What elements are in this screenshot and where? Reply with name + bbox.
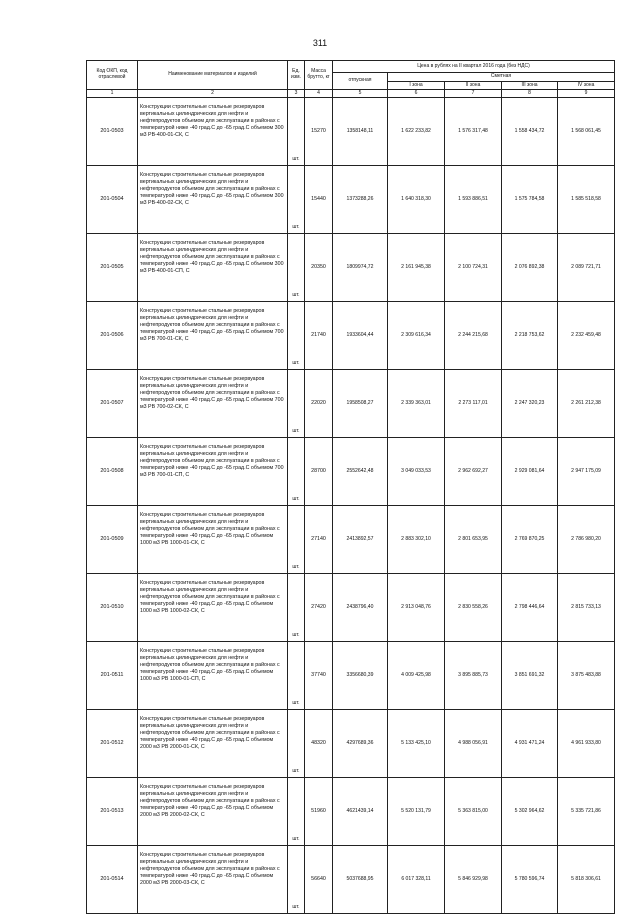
unit-of-measure: шт. [288, 710, 305, 778]
price-zone-4: 5 335 721,86 [558, 778, 615, 846]
release-price: 1958508,27 [333, 370, 388, 438]
unit-of-measure: шт. [288, 302, 305, 370]
price-table [86, 60, 615, 914]
zone-header: III зона [502, 82, 558, 90]
price-zone-1: 1 622 233,82 [388, 98, 445, 166]
gross-mass: 15270 [305, 98, 333, 166]
okp-code: 201-0507 [87, 370, 138, 438]
price-zone-1: 1 640 318,30 [388, 166, 445, 234]
okp-code: 201-0508 [87, 438, 138, 506]
okp-code: 201-0504 [87, 166, 138, 234]
okp-code: 201-0503 [87, 98, 138, 166]
gross-mass: 27140 [305, 506, 333, 574]
gross-mass: 20350 [305, 234, 333, 302]
price-zone-4: 2 786 980,20 [558, 506, 615, 574]
table-row [87, 710, 615, 778]
price-zone-3: 2 929 081,64 [502, 438, 558, 506]
gross-mass: 48320 [305, 710, 333, 778]
price-zone-2: 2 100 724,31 [445, 234, 502, 302]
price-zone-2: 2 273 117,01 [445, 370, 502, 438]
price-zone-4: 5 818 306,61 [558, 846, 615, 914]
code-header: Код ОКП, код отраслевой [87, 61, 138, 90]
gross-mass: 37740 [305, 642, 333, 710]
okp-code: 201-0509 [87, 506, 138, 574]
price-zone-2: 3 895 885,73 [445, 642, 502, 710]
column-number: 9 [558, 90, 615, 98]
material-name: Конструкции строительные стальные резервуаров вертикальных цилиндрических для нефти и нефтепродуктов объемом для эксплуатации в районах с температурой ниже -40 град.С до -65 град.С объемом 2000 м3 РВ 2000-02-СК, С [138, 778, 288, 846]
price-zone-3: 1 558 434,72 [502, 98, 558, 166]
table-row [87, 98, 615, 166]
gross-mass: 51960 [305, 778, 333, 846]
price-zone-2: 2 962 692,27 [445, 438, 502, 506]
column-number: 5 [333, 90, 388, 98]
price-zone-1: 2 913 048,76 [388, 574, 445, 642]
price-zone-1: 5 133 425,10 [388, 710, 445, 778]
zone-header: I зона [388, 82, 445, 90]
release-price: 5037688,95 [333, 846, 388, 914]
okp-code: 201-0506 [87, 302, 138, 370]
price-zone-1: 2 883 302,10 [388, 506, 445, 574]
price-zone-4: 4 961 933,80 [558, 710, 615, 778]
page-number: 311 [312, 38, 328, 48]
price-zone-2: 5 846 929,98 [445, 846, 502, 914]
price-zone-3: 2 769 870,25 [502, 506, 558, 574]
table-row [87, 166, 615, 234]
price-zone-4: 3 875 483,88 [558, 642, 615, 710]
price-zone-1: 2 161 945,38 [388, 234, 445, 302]
price-zone-3: 5 780 596,74 [502, 846, 558, 914]
mass-header: Масса брутто, кг [305, 61, 333, 90]
estimated-header: Сметная [388, 73, 615, 82]
okp-code: 201-0512 [87, 710, 138, 778]
price-zone-3: 2 076 892,38 [502, 234, 558, 302]
release-header: отпускная [333, 73, 388, 90]
zone-header: II зона [445, 82, 502, 90]
table-row [87, 642, 615, 710]
price-zone-1: 4 009 425,98 [388, 642, 445, 710]
unit-of-measure: шт. [288, 778, 305, 846]
gross-mass: 27420 [305, 574, 333, 642]
material-name: Конструкции строительные стальные резервуаров вертикальных цилиндрических для нефти и нефтепродуктов объемом для эксплуатации в районах с температурой ниже -40 град.С до -65 град.С объемом 700 м3 РВ 700-01-СК, С [138, 302, 288, 370]
table-row [87, 370, 615, 438]
column-number: 4 [305, 90, 333, 98]
material-name: Конструкции строительные стальные резервуаров вертикальных цилиндрических для нефти и нефтепродуктов объемом для эксплуатации в районах с температурой ниже -40 град.С до -65 град.С объемом 300 м3 РВ-400-02-СК, С [138, 166, 288, 234]
release-price: 1933604,44 [333, 302, 388, 370]
table-header [87, 61, 615, 98]
material-name: Конструкции строительные стальные резервуаров вертикальных цилиндрических для нефти и нефтепродуктов объемом для эксплуатации в районах с температурой ниже -40 град.С до -65 град.С объемом 300 м3 РВ-400-01-СК, С [138, 98, 288, 166]
table-row [87, 302, 615, 370]
material-name: Конструкции строительные стальные резервуаров вертикальных цилиндрических для нефти и нефтепродуктов объемом для эксплуатации в районах с температурой ниже -40 град.С до -65 град.С объемом 1000 м3 РВ 1000-02-СК, С [138, 574, 288, 642]
release-price: 1358148,11 [333, 98, 388, 166]
name-header: Наименование материалов и изделий [138, 61, 288, 90]
material-name: Конструкции строительные стальные резервуаров вертикальных цилиндрических для нефти и нефтепродуктов объемом для эксплуатации в районах с температурой ниже -40 град.С до -65 град.С объемом 2000 м3 РВ 2000-01-СК, С [138, 710, 288, 778]
price-zone-4: 2 815 733,13 [558, 574, 615, 642]
price-zone-4: 2 232 459,48 [558, 302, 615, 370]
unit-of-measure: шт. [288, 846, 305, 914]
release-price: 2413892,57 [333, 506, 388, 574]
unit-of-measure: шт. [288, 438, 305, 506]
release-price: 1373288,26 [333, 166, 388, 234]
price-zone-3: 2 247 320,23 [502, 370, 558, 438]
table-row [87, 574, 615, 642]
table-row [87, 778, 615, 846]
price-zone-4: 1 568 061,45 [558, 98, 615, 166]
release-price: 1809974,72 [333, 234, 388, 302]
price-zone-4: 2 947 175,09 [558, 438, 615, 506]
table-row [87, 506, 615, 574]
price-zone-1: 5 520 131,79 [388, 778, 445, 846]
price-zone-2: 2 244 215,68 [445, 302, 502, 370]
column-number: 1 [87, 90, 138, 98]
column-number-row [87, 90, 615, 98]
okp-code: 201-0510 [87, 574, 138, 642]
unit-of-measure: шт. [288, 642, 305, 710]
price-zone-2: 1 576 317,48 [445, 98, 502, 166]
price-zone-3: 5 302 964,62 [502, 778, 558, 846]
price-zone-2: 2 801 653,95 [445, 506, 502, 574]
release-price: 4621439,14 [333, 778, 388, 846]
material-name: Конструкции строительные стальные резервуаров вертикальных цилиндрических для нефти и нефтепродуктов объемом для эксплуатации в районах с температурой ниже -40 град.С до -65 град.С объемом 700 м3 РВ 700-01-СП, С [138, 438, 288, 506]
gross-mass: 15440 [305, 166, 333, 234]
price-zone-2: 2 830 558,26 [445, 574, 502, 642]
unit-of-measure: шт. [288, 370, 305, 438]
column-number: 8 [502, 90, 558, 98]
material-name: Конструкции строительные стальные резервуаров вертикальных цилиндрических для нефти и нефтепродуктов объемом для эксплуатации в районах с температурой ниже -40 град.С до -65 град.С объемом 300 м3 РВ-400-01-СП, С [138, 234, 288, 302]
unit-of-measure: шт. [288, 234, 305, 302]
price-zone-3: 3 851 691,32 [502, 642, 558, 710]
column-number: 2 [138, 90, 288, 98]
okp-code: 201-0511 [87, 642, 138, 710]
release-price: 4297689,36 [333, 710, 388, 778]
unit-header: Ед. изм. [288, 61, 305, 90]
price-zone-4: 1 585 518,58 [558, 166, 615, 234]
table-row [87, 234, 615, 302]
material-name: Конструкции строительные стальные резервуаров вертикальных цилиндрических для нефти и нефтепродуктов объемом для эксплуатации в районах с температурой ниже -40 град.С до -65 град.С объемом 1000 м3 РВ 1000-01-СК, С [138, 506, 288, 574]
price-zone-3: 2 798 446,64 [502, 574, 558, 642]
price-zone-3: 2 218 753,62 [502, 302, 558, 370]
okp-code: 201-0514 [87, 846, 138, 914]
price-zone-1: 3 049 033,53 [388, 438, 445, 506]
table-row [87, 846, 615, 914]
unit-of-measure: шт. [288, 98, 305, 166]
unit-of-measure: шт. [288, 574, 305, 642]
material-name: Конструкции строительные стальные резервуаров вертикальных цилиндрических для нефти и нефтепродуктов объемом для эксплуатации в районах с температурой ниже -40 град.С до -65 град.С объемом 2000 м3 РВ 2000-03-СК, С [138, 846, 288, 914]
okp-code: 201-0505 [87, 234, 138, 302]
column-number: 3 [288, 90, 305, 98]
gross-mass: 28700 [305, 438, 333, 506]
price-zone-4: 2 089 721,71 [558, 234, 615, 302]
release-price: 2552642,48 [333, 438, 388, 506]
price-zone-2: 5 363 815,00 [445, 778, 502, 846]
release-price: 2438796,40 [333, 574, 388, 642]
unit-of-measure: шт. [288, 506, 305, 574]
price-zone-2: 1 593 886,51 [445, 166, 502, 234]
okp-code: 201-0513 [87, 778, 138, 846]
column-number: 7 [445, 90, 502, 98]
column-number: 6 [388, 90, 445, 98]
price-zone-4: 2 261 212,38 [558, 370, 615, 438]
gross-mass: 22020 [305, 370, 333, 438]
price-group-header: Цена в рублях на II квартал 2016 года (без НДС) [333, 61, 615, 73]
price-zone-3: 1 575 784,58 [502, 166, 558, 234]
gross-mass: 21740 [305, 302, 333, 370]
table-body [87, 98, 615, 914]
zone-header: IV зона [558, 82, 615, 90]
price-zone-1: 6 017 328,11 [388, 846, 445, 914]
price-zone-2: 4 988 056,91 [445, 710, 502, 778]
price-zone-3: 4 931 471,24 [502, 710, 558, 778]
material-name: Конструкции строительные стальные резервуаров вертикальных цилиндрических для нефти и нефтепродуктов объемом для эксплуатации в районах с температурой ниже -40 град.С до -65 град.С объемом 1000 м3 РВ 1000-01-СП, С [138, 642, 288, 710]
unit-of-measure: шт. [288, 166, 305, 234]
material-name: Конструкции строительные стальные резервуаров вертикальных цилиндрических для нефти и нефтепродуктов объемом для эксплуатации в районах с температурой ниже -40 град.С до -65 град.С объемом 700 м3 РВ 700-02-СК, С [138, 370, 288, 438]
price-zone-1: 2 339 363,01 [388, 370, 445, 438]
price-zone-1: 2 309 616,34 [388, 302, 445, 370]
release-price: 3356680,39 [333, 642, 388, 710]
table-row [87, 438, 615, 506]
gross-mass: 56640 [305, 846, 333, 914]
